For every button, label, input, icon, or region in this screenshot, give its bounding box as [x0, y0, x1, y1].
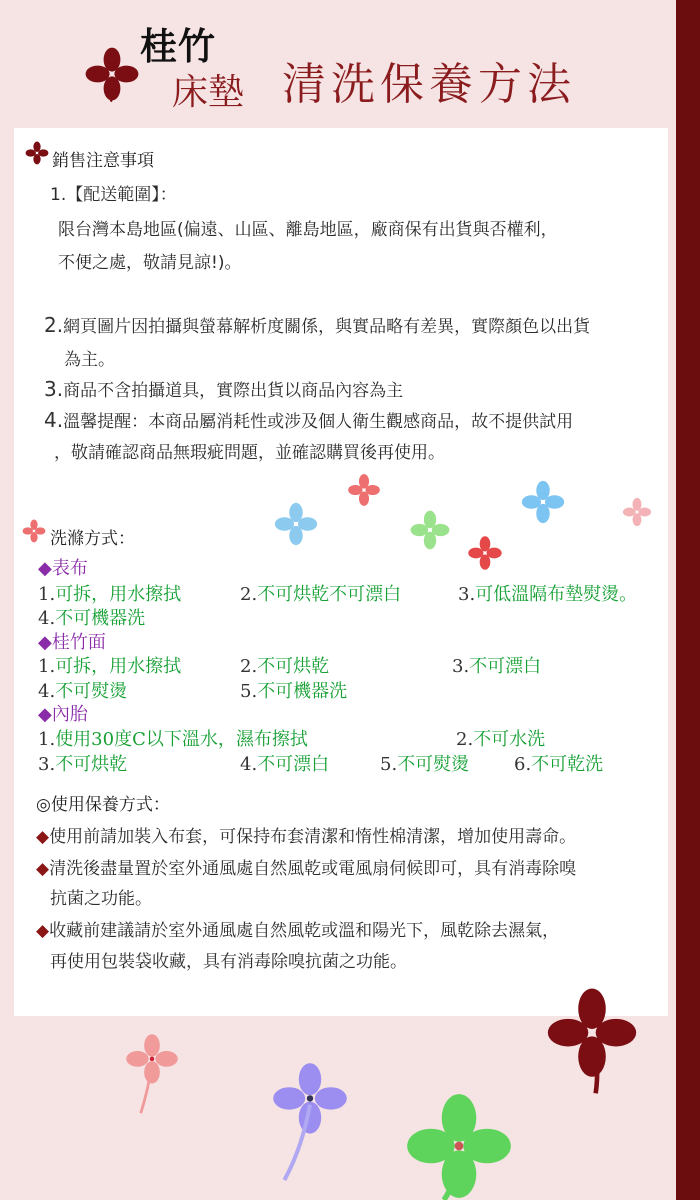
inner-item-2: 不可水洗	[473, 729, 546, 750]
clover-icon	[80, 44, 144, 104]
care-item-2-line1: 清洗後盡量置於室外通風處自然風乾或電風扇伺候即可，具有消毒除嗅	[49, 859, 577, 879]
clover-icon	[256, 500, 336, 548]
note-number: 2.	[44, 313, 64, 337]
cover-item-2-num: 2.	[240, 584, 258, 605]
page-title: 清洗保養方法	[282, 59, 576, 110]
washing-heading: 洗滌方式：	[50, 529, 135, 549]
clover-icon	[452, 534, 518, 572]
care-item-1: 使用前請加裝入布套，可保持布套清潔和惰性棉清潔，增加使用壽命。	[49, 827, 577, 847]
cover-item-3-num: 3.	[458, 584, 476, 605]
cover-item-2: 不可烘乾不可漂白	[257, 584, 402, 605]
inner-item-4: 不可漂白	[257, 754, 330, 775]
bamboo-label: 桂竹面	[51, 632, 106, 653]
bamboo-item-5-num: 5.	[240, 681, 258, 702]
bamboo-item-1: 可拆，用水擦拭	[55, 656, 182, 677]
care-heading: ◎使用保養方式：	[36, 795, 170, 815]
note-4-line1: 溫馨提醒：本商品屬消耗性或涉及個人衛生觀感商品，故不提供試用	[63, 412, 574, 432]
bamboo-item-2: 不可烘乾	[257, 656, 330, 677]
cover-item-4: 不可機器洗	[55, 608, 146, 629]
right-decor-bar	[676, 0, 700, 1200]
cover-item-3: 可低溫隔布墊熨燙。	[475, 584, 638, 605]
clover-icon	[404, 1092, 514, 1200]
inner-item-3: 不可烘乾	[55, 754, 128, 775]
inner-item-6: 不可乾洗	[531, 754, 604, 775]
bamboo-item-3-num: 3.	[452, 656, 470, 677]
note-number: 4.	[44, 408, 64, 432]
care-item-3-line2: 再使用包裝袋收藏，具有消毒除嗅抗菌之功能。	[50, 952, 407, 972]
care-item-2-line2: 抗菌之功能。	[50, 889, 152, 909]
inner-item-2-num: 2.	[456, 729, 474, 750]
clover-icon	[24, 140, 50, 166]
clover-icon	[506, 478, 580, 526]
note-4-line2: ，敬請確認商品無瑕疵問題，並確認購買後再使用。	[54, 443, 445, 463]
bamboo-item-2-num: 2.	[240, 656, 258, 677]
cover-item-1: 可拆，用水擦拭	[55, 584, 182, 605]
clover-icon	[270, 1060, 350, 1180]
sales-notes-heading: 銷售注意事項	[52, 151, 154, 171]
care-item-3-line1: 收藏前建議請於室外通風處自然風乾或溫和陽光下，風乾除去濕氣，	[49, 921, 560, 941]
brand-name: 桂竹	[140, 25, 216, 68]
inner-item-5: 不可熨燙	[397, 754, 470, 775]
cover-item-4-num: 4.	[38, 608, 56, 629]
bamboo-item-1-num: 1.	[38, 656, 56, 677]
inner-item-1-num: 1.	[38, 729, 56, 750]
page-subtitle: 床墊	[172, 72, 245, 113]
inner-item-4-num: 4.	[240, 754, 258, 775]
clover-icon	[546, 984, 638, 1096]
bamboo-item-5: 不可機器洗	[257, 681, 348, 702]
inner-label: 內胎	[51, 704, 88, 725]
delivery-range-line1: 限台灣本島地區(偏遠、山區、離島地區，廠商保有出貨與否權利，	[58, 220, 558, 240]
inner-item-6-num: 6.	[514, 754, 532, 775]
inner-item-5-num: 5.	[380, 754, 398, 775]
cover-item-1-num: 1.	[38, 584, 56, 605]
note-2-line2: 為主。	[64, 350, 115, 370]
bamboo-item-4-num: 4.	[38, 681, 56, 702]
cover-label: 表布	[51, 558, 88, 579]
note-number: 3.	[44, 377, 64, 401]
bamboo-item-3: 不可漂白	[469, 656, 542, 677]
note-2-line1: 網頁圖片因拍攝與螢幕解析度關係，與實品略有差異，實際顏色以出貨	[63, 317, 591, 337]
clover-icon	[342, 472, 386, 508]
delivery-range-line2: 不便之處，敬請見諒!)。	[58, 253, 242, 273]
inner-item-1: 使用30度C以下溫水，濕布擦拭	[55, 729, 308, 750]
clover-icon	[614, 496, 660, 528]
bamboo-item-4: 不可熨燙	[55, 681, 128, 702]
clover-icon	[20, 518, 48, 544]
inner-item-3-num: 3.	[38, 754, 56, 775]
clover-icon	[124, 1032, 180, 1116]
delivery-range-label: 1.【配送範圍】：	[50, 185, 177, 205]
note-3-text: 商品不含拍攝道具，實際出貨以商品內容為主	[63, 381, 404, 401]
